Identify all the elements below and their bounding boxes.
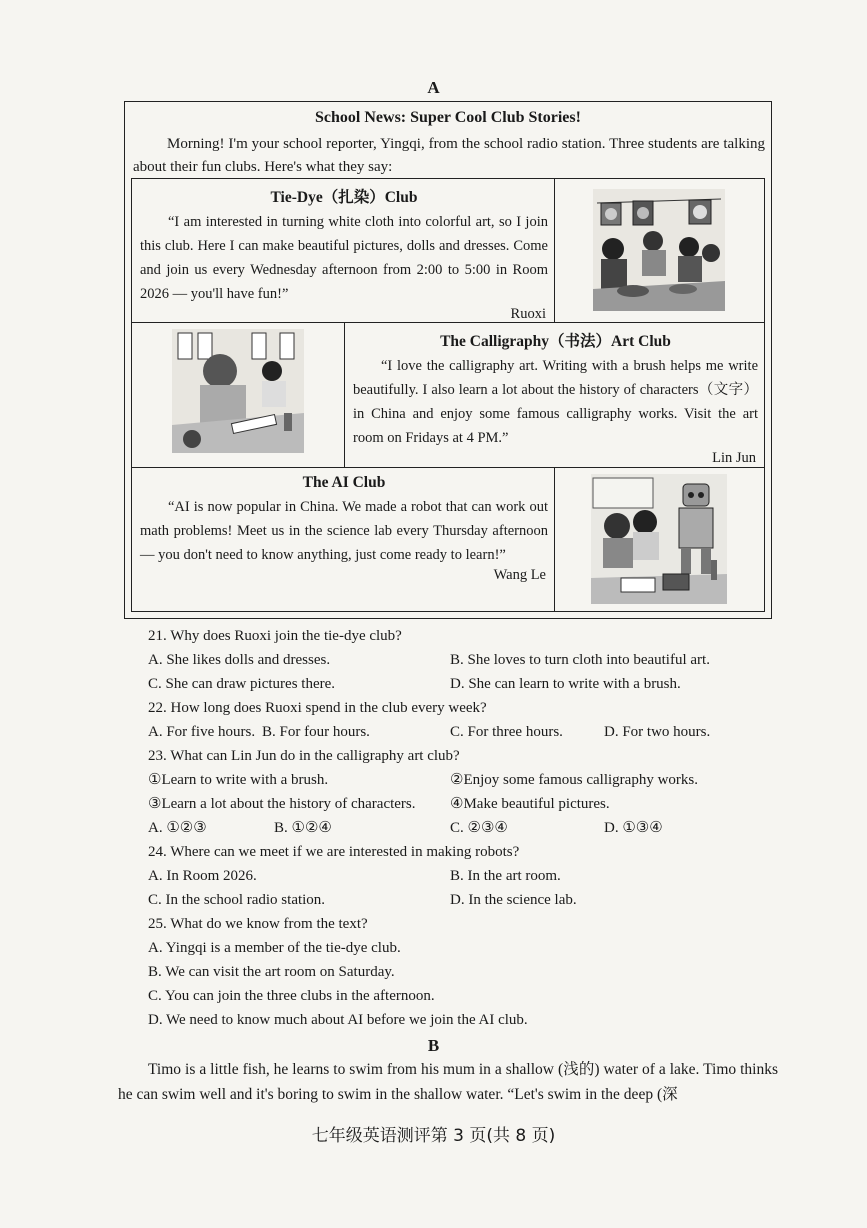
- option-a: A. ①②③: [148, 820, 207, 836]
- club-quote: “I am interested in turning white cloth into colorful art, so I join this club. Here I can make beautiful pictures, dolls and dresses. Come and join us every Wednesday afternoon from 2:00 to 5:00 in Room 2026 — you'll have fun!”: [140, 214, 548, 302]
- club-image-cell: [555, 468, 764, 611]
- option-a: A. She likes dolls and dresses.: [148, 652, 331, 668]
- option-d: D. For two hours.: [604, 724, 711, 740]
- clubs-grid: [131, 178, 765, 612]
- option-d: D. We need to know much about AI before we join the AI club.: [148, 1012, 528, 1028]
- robot-students-illustration: [591, 474, 727, 604]
- option-b: B. In the art room.: [450, 868, 561, 884]
- club-row-ai: [132, 468, 764, 611]
- news-title: School News: Super Cool Club Stories!: [315, 109, 581, 126]
- option-a: A. In Room 2026.: [148, 868, 257, 884]
- club-text-cell: [345, 323, 764, 467]
- club-image-cell: [132, 323, 345, 467]
- option-a: A. Yingqi is a member of the tie-dye club.: [148, 940, 401, 956]
- question-stem: 25. What do we know from the text?: [148, 916, 368, 932]
- club-name: The AI Club: [302, 474, 386, 491]
- statement-4: ④Make beautiful pictures.: [450, 796, 610, 812]
- option-d: D. In the science lab.: [450, 892, 577, 908]
- option-c: C. In the school radio station.: [148, 892, 326, 908]
- statement-1: ①Learn to write with a brush.: [148, 772, 329, 788]
- club-quote: “I love the calligraphy art. Writing with a brush helps me write beautifully. I also learn a lot about the history of characters（文字）in China and enjoy some famous calligraphy works. Visit the art room on Fridays at 4 PM.”: [353, 358, 758, 446]
- statement-3: ③Learn a lot about the history of characters.: [148, 796, 416, 812]
- news-box: [124, 101, 772, 619]
- question-stem: 22. How long does Ruoxi spend in the club every week?: [148, 700, 487, 716]
- club-row-tie-dye: [132, 179, 764, 323]
- club-text-cell: [132, 468, 555, 611]
- question-stem: 21. Why does Ruoxi join the tie-dye club?: [148, 628, 402, 644]
- question-24: [148, 840, 788, 912]
- option-a: A. For five hours.: [148, 724, 256, 740]
- statement-2: ②Enjoy some famous calligraphy works.: [450, 772, 698, 788]
- calligraphy-students-illustration: [172, 329, 304, 453]
- news-intro: Morning! I'm your school reporter, Yingqi, from the school radio station. Three students are talking about their fun clubs. Here's what they say:: [133, 136, 765, 175]
- club-author: Lin Jun: [712, 450, 756, 466]
- option-b: B. For four hours.: [262, 724, 370, 740]
- option-b: B. We can visit the art room on Saturday.: [148, 964, 395, 980]
- question-stem: 23. What can Lin Jun do in the calligraphy art club?: [148, 748, 460, 764]
- section-a-heading: A: [427, 78, 440, 97]
- option-c: C. For three hours.: [450, 724, 563, 740]
- option-b: B. She loves to turn cloth into beautiful art.: [450, 652, 710, 668]
- section-b-heading: B: [427, 1036, 440, 1055]
- club-name: Tie-Dye（扎染）Club: [270, 189, 418, 206]
- questions-section: [148, 624, 788, 1032]
- question-21: [148, 624, 788, 696]
- passage-b-text: Timo is a little fish, he learns to swim from his mum in a shallow (浅的) water of a lake. Timo thinks he can swim well and it's boring to swim in the shallow water. “Let's swim in the deep (深: [118, 1061, 778, 1103]
- page-footer: 七年级英语测评第 3 页(共 8 页): [311, 1126, 556, 1146]
- option-b: B. ①②④: [274, 820, 332, 836]
- club-name: The Calligraphy（书法）Art Club: [440, 333, 671, 350]
- option-c: C. She can draw pictures there.: [148, 676, 336, 692]
- question-23: [148, 744, 788, 840]
- club-author: Wang Le: [493, 567, 546, 583]
- club-image-cell: [555, 179, 764, 322]
- question-25: [148, 912, 788, 1032]
- club-author: Ruoxi: [510, 306, 546, 322]
- tie-dye-students-illustration: [593, 189, 725, 311]
- option-d: D. ①③④: [604, 820, 663, 836]
- option-c: C. You can join the three clubs in the afternoon.: [148, 988, 435, 1004]
- option-c: C. ②③④: [450, 820, 508, 836]
- option-d: D. She can learn to write with a brush.: [450, 676, 681, 692]
- question-22: [148, 696, 788, 744]
- club-text-cell: [132, 179, 555, 322]
- club-row-calligraphy: [132, 323, 764, 468]
- question-stem: 24. Where can we meet if we are interested in making robots?: [148, 844, 520, 860]
- club-quote: “AI is now popular in China. We made a robot that can work out math problems! Meet us in the science lab every Thursday afternoon — you don't need to know anything, just come ready to learn!”: [140, 499, 548, 563]
